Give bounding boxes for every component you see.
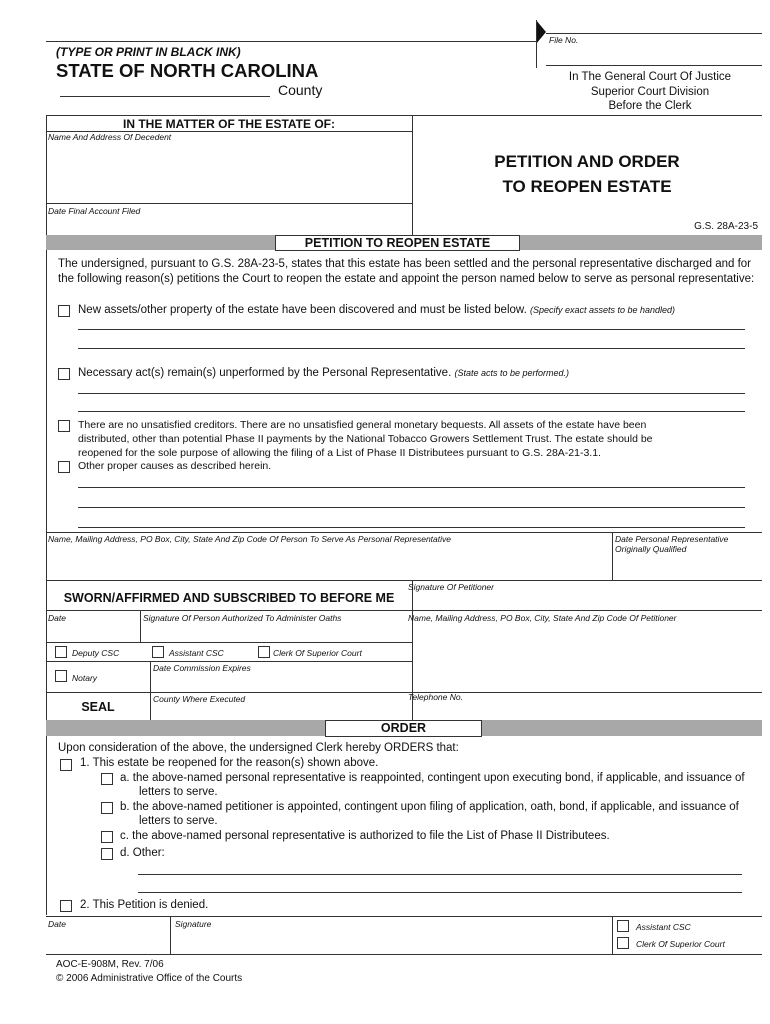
notary-label: Notary <box>72 673 98 683</box>
acts-line[interactable] <box>78 411 745 412</box>
arrow-icon <box>536 20 546 44</box>
divider <box>46 115 762 116</box>
sig-petitioner-label: Signature Of Petitioner <box>408 582 494 592</box>
court-line: Before the Clerk <box>608 100 692 112</box>
new-assets-checkbox[interactable] <box>58 305 70 317</box>
order-intro: Upon consideration of the above, the undersigned Clerk hereby ORDERS that: <box>58 742 459 754</box>
decedent-label: Name And Address Of Decedent <box>48 132 172 142</box>
deputy-label: Deputy CSC <box>72 648 120 658</box>
divider <box>46 610 762 611</box>
oath-heading: SWORN/AFFIRMED AND SUBSCRIBED TO BEFORE ME <box>63 591 395 605</box>
order-date-label: Date <box>48 919 66 929</box>
divider <box>612 916 613 954</box>
file-no-field[interactable] <box>546 65 762 66</box>
order-item-b: b. the above-named petitioner is appointed, contingent upon filing of application, oath, bond, if applicable, and issuance of <box>120 801 739 813</box>
order-assistant-checkbox[interactable] <box>617 920 629 932</box>
option-other: Other proper causes as described herein. <box>78 460 272 472</box>
deputy-checkbox[interactable] <box>55 646 67 658</box>
order-signature-label: Signature <box>175 919 212 929</box>
file-no-label: File No. <box>549 35 579 45</box>
divider <box>46 954 762 955</box>
telephone-label: Telephone No. <box>408 692 463 702</box>
option-text: New assets/other property of the estate have been discovered and must be listed below. <box>78 304 527 316</box>
other-causes-checkbox[interactable] <box>58 461 70 473</box>
option-text: Necessary act(s) remain(s) unperformed by the Personal Representative. <box>78 367 452 379</box>
other-line[interactable] <box>78 527 745 528</box>
order-heading: ORDER <box>325 720 482 737</box>
divider <box>46 580 762 581</box>
petition-heading: PETITION TO REOPEN ESTATE <box>275 235 520 251</box>
appoint-checkbox[interactable] <box>101 802 113 814</box>
other-line[interactable] <box>138 892 742 893</box>
option-phase2 <box>78 418 653 460</box>
notary-checkbox[interactable] <box>55 670 67 682</box>
county-label: County <box>278 82 323 98</box>
seal-label: SEAL <box>81 700 115 714</box>
court-info <box>540 70 760 114</box>
divider <box>46 692 762 693</box>
label-line: Originally Qualified <box>615 544 687 554</box>
divider <box>546 33 762 34</box>
divider <box>536 20 537 68</box>
divider <box>46 642 412 643</box>
divider <box>46 916 762 917</box>
oath-date-label: Date <box>48 613 66 623</box>
divider <box>140 610 141 642</box>
divider <box>46 661 412 662</box>
order-item-a: a. the above-named personal representative is reappointed, contingent upon executing bond, if applicable, and issuance of <box>120 772 745 784</box>
divider <box>46 203 412 204</box>
other-line[interactable] <box>138 874 742 875</box>
deny-checkbox[interactable] <box>60 900 72 912</box>
divider <box>150 661 151 720</box>
authorize-checkbox[interactable] <box>101 831 113 843</box>
phase2-checkbox[interactable] <box>58 420 70 432</box>
divider <box>46 532 762 533</box>
order-item-2: 2. This Petition is denied. <box>80 899 209 911</box>
rep-label: Name, Mailing Address, PO Box, City, State And Zip Code Of Person To Serve As Personal Representative <box>48 534 451 544</box>
form-title-line1: PETITION AND ORDER <box>494 152 680 171</box>
label-line: Date Personal Representative <box>615 534 729 544</box>
divider <box>170 916 171 954</box>
acts-line[interactable] <box>78 393 745 394</box>
order-clerk-label: Clerk Of Superior Court <box>636 939 725 949</box>
option-note: (Specify exact assets to be handled) <box>529 305 676 315</box>
order-clerk-checkbox[interactable] <box>617 937 629 949</box>
commission-label: Date Commission Expires <box>153 663 251 673</box>
other-line[interactable] <box>78 487 745 488</box>
estate-heading: IN THE MATTER OF THE ESTATE OF: <box>123 117 335 131</box>
petition-intro: the following reason(s) petitions the Court to reopen the estate and appoint the person named below to serve as personal representative: <box>58 273 755 285</box>
assets-line[interactable] <box>78 329 745 330</box>
statute: G.S. 28A-23-5 <box>694 221 758 232</box>
option-note: (State acts to be performed.) <box>454 368 570 378</box>
instructions: (TYPE OR PRINT IN BLACK INK) <box>56 45 241 59</box>
other-checkbox[interactable] <box>101 848 113 860</box>
option-text: reopened for the sole purpose of allowing the filing of a List of Phase II Distributees pursuant to G.S. 28A-21-3.1. <box>78 447 601 459</box>
county-exec-label: County Where Executed <box>153 694 246 704</box>
order-item-1: 1. This estate be reopened for the reason(s) shown above. <box>80 757 379 769</box>
form-title-line2: TO REOPEN ESTATE <box>502 177 672 196</box>
form-number: AOC-E-908M, Rev. 7/06 <box>56 959 164 970</box>
state-title: STATE OF NORTH CAROLINA <box>56 60 319 81</box>
option-text: distributed, other than potential Phase II payments by the National Tobacco Growers Settlement Trust. The estate should be <box>78 433 653 445</box>
order-assistant-label: Assistant CSC <box>636 922 691 932</box>
court-line: In The General Court Of Justice <box>568 71 732 83</box>
decedent-field[interactable] <box>47 144 411 202</box>
court-line: Superior Court Division <box>590 85 710 98</box>
reopen-checkbox[interactable] <box>60 759 72 771</box>
order-item-d: d. Other: <box>120 847 165 859</box>
petition-intro: The undersigned, pursuant to G.S. 28A-23-5, states that this estate has been settled and the personal representative discharged and for <box>58 258 751 270</box>
assets-line[interactable] <box>78 348 745 349</box>
order-item-b: letters to serve. <box>139 815 218 827</box>
clerk-label: Clerk Of Superior Court <box>273 648 362 658</box>
other-line[interactable] <box>78 507 745 508</box>
rep-date-label <box>615 534 728 554</box>
assistant-label: Assistant CSC <box>169 648 224 658</box>
divider <box>412 115 413 235</box>
county-field[interactable] <box>60 96 270 97</box>
date-final-label: Date Final Account Filed <box>48 206 141 216</box>
clerk-checkbox[interactable] <box>258 646 270 658</box>
option-acts <box>78 367 569 379</box>
copyright: © 2006 Administrative Office of the Courts <box>56 973 243 984</box>
order-item-c: c. the above-named personal representative is authorized to file the List of Phase II Distributees. <box>120 830 610 842</box>
acts-checkbox[interactable] <box>58 368 70 380</box>
petitioner-addr-label: Name, Mailing Address, PO Box, City, State And Zip Code Of Petitioner <box>408 613 677 623</box>
assistant-checkbox[interactable] <box>152 646 164 658</box>
divider <box>612 532 613 580</box>
divider <box>46 41 536 42</box>
option-new-assets <box>78 304 675 316</box>
order-item-a: letters to serve. <box>139 786 218 798</box>
sig-auth-label: Signature Of Person Authorized To Administer Oaths <box>143 613 342 623</box>
option-text: There are no unsatisfied creditors. There are no unsatisfied general monetary bequests. All assets of the estate have been <box>78 419 647 431</box>
reappoint-checkbox[interactable] <box>101 773 113 785</box>
